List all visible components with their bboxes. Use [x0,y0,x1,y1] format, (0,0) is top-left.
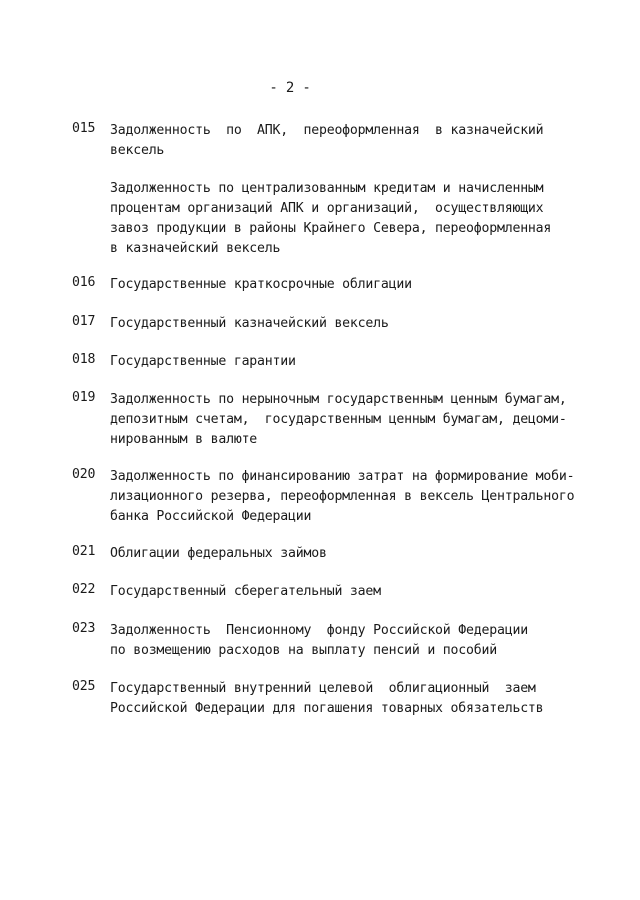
entry-text [110,544,580,564]
entry-code: 023 [72,621,96,636]
entry-code: 017 [72,314,96,329]
entry-line: в казначейский вексель [110,241,281,256]
entry-line: Государственные краткосрочные облигации [110,277,412,292]
entry-code: 021 [72,544,96,559]
entry-line: Задолженность по финансированию затрат на формирование моби- [110,469,575,484]
entry-text [110,679,580,719]
entry-code: 018 [72,352,96,367]
entry-line: Задолженность Пенсионному фонду Российской Федерации [110,623,528,638]
entry-line: процентам организаций АПК и организаций, осуществляющих [110,201,544,216]
entry-line: Российской Федерации для погашения товарных обязательств [110,701,544,716]
entry-text [110,314,580,334]
entry-text [110,121,580,161]
entry-line: Государственный сберегательный заем [110,584,381,599]
entry-text [110,390,580,450]
entry-line: Государственный внутренний целевой облигационный заем [110,681,536,696]
entry-code: 020 [72,467,96,482]
entry-line: вексель [110,143,165,158]
entry-line: завоз продукции в районы Крайнего Севера, переоформленная [110,221,552,236]
entry-text [110,621,580,661]
entry-text [110,179,580,259]
entry-line: депозитным счетам, государственным ценным бумагам, децоми- [110,412,567,427]
entry-code: 022 [72,582,96,597]
entry-line: банка Российской Федерации [110,509,312,524]
entry-line: Облигации федеральных займов [110,546,327,561]
entry-line: Задолженность по нерыночным государственным ценным бумагам, [110,392,567,407]
entry-line: Задолженность по АПК, переоформленная в казначейский [110,123,544,138]
entry-text [110,275,580,295]
page-number: - 2 - [269,80,311,96]
entry-code: 015 [72,121,96,136]
entry-code: 016 [72,275,96,290]
entry-text [110,352,580,372]
entry-line: Государственный казначейский вексель [110,316,389,331]
entry-line: нированным в валюте [110,432,258,447]
entry-code: 019 [72,390,96,405]
entry-line: по возмещению расходов на выплату пенсий и пособий [110,643,497,658]
entry-line: Задолженность по централизованным кредитам и начисленным [110,181,544,196]
entry-text [110,467,580,527]
entry-code: 025 [72,679,96,694]
entry-text [110,582,580,602]
entry-line: Государственные гарантии [110,354,296,369]
entry-line: лизационного резерва, переоформленная в вексель Центрального [110,489,575,504]
